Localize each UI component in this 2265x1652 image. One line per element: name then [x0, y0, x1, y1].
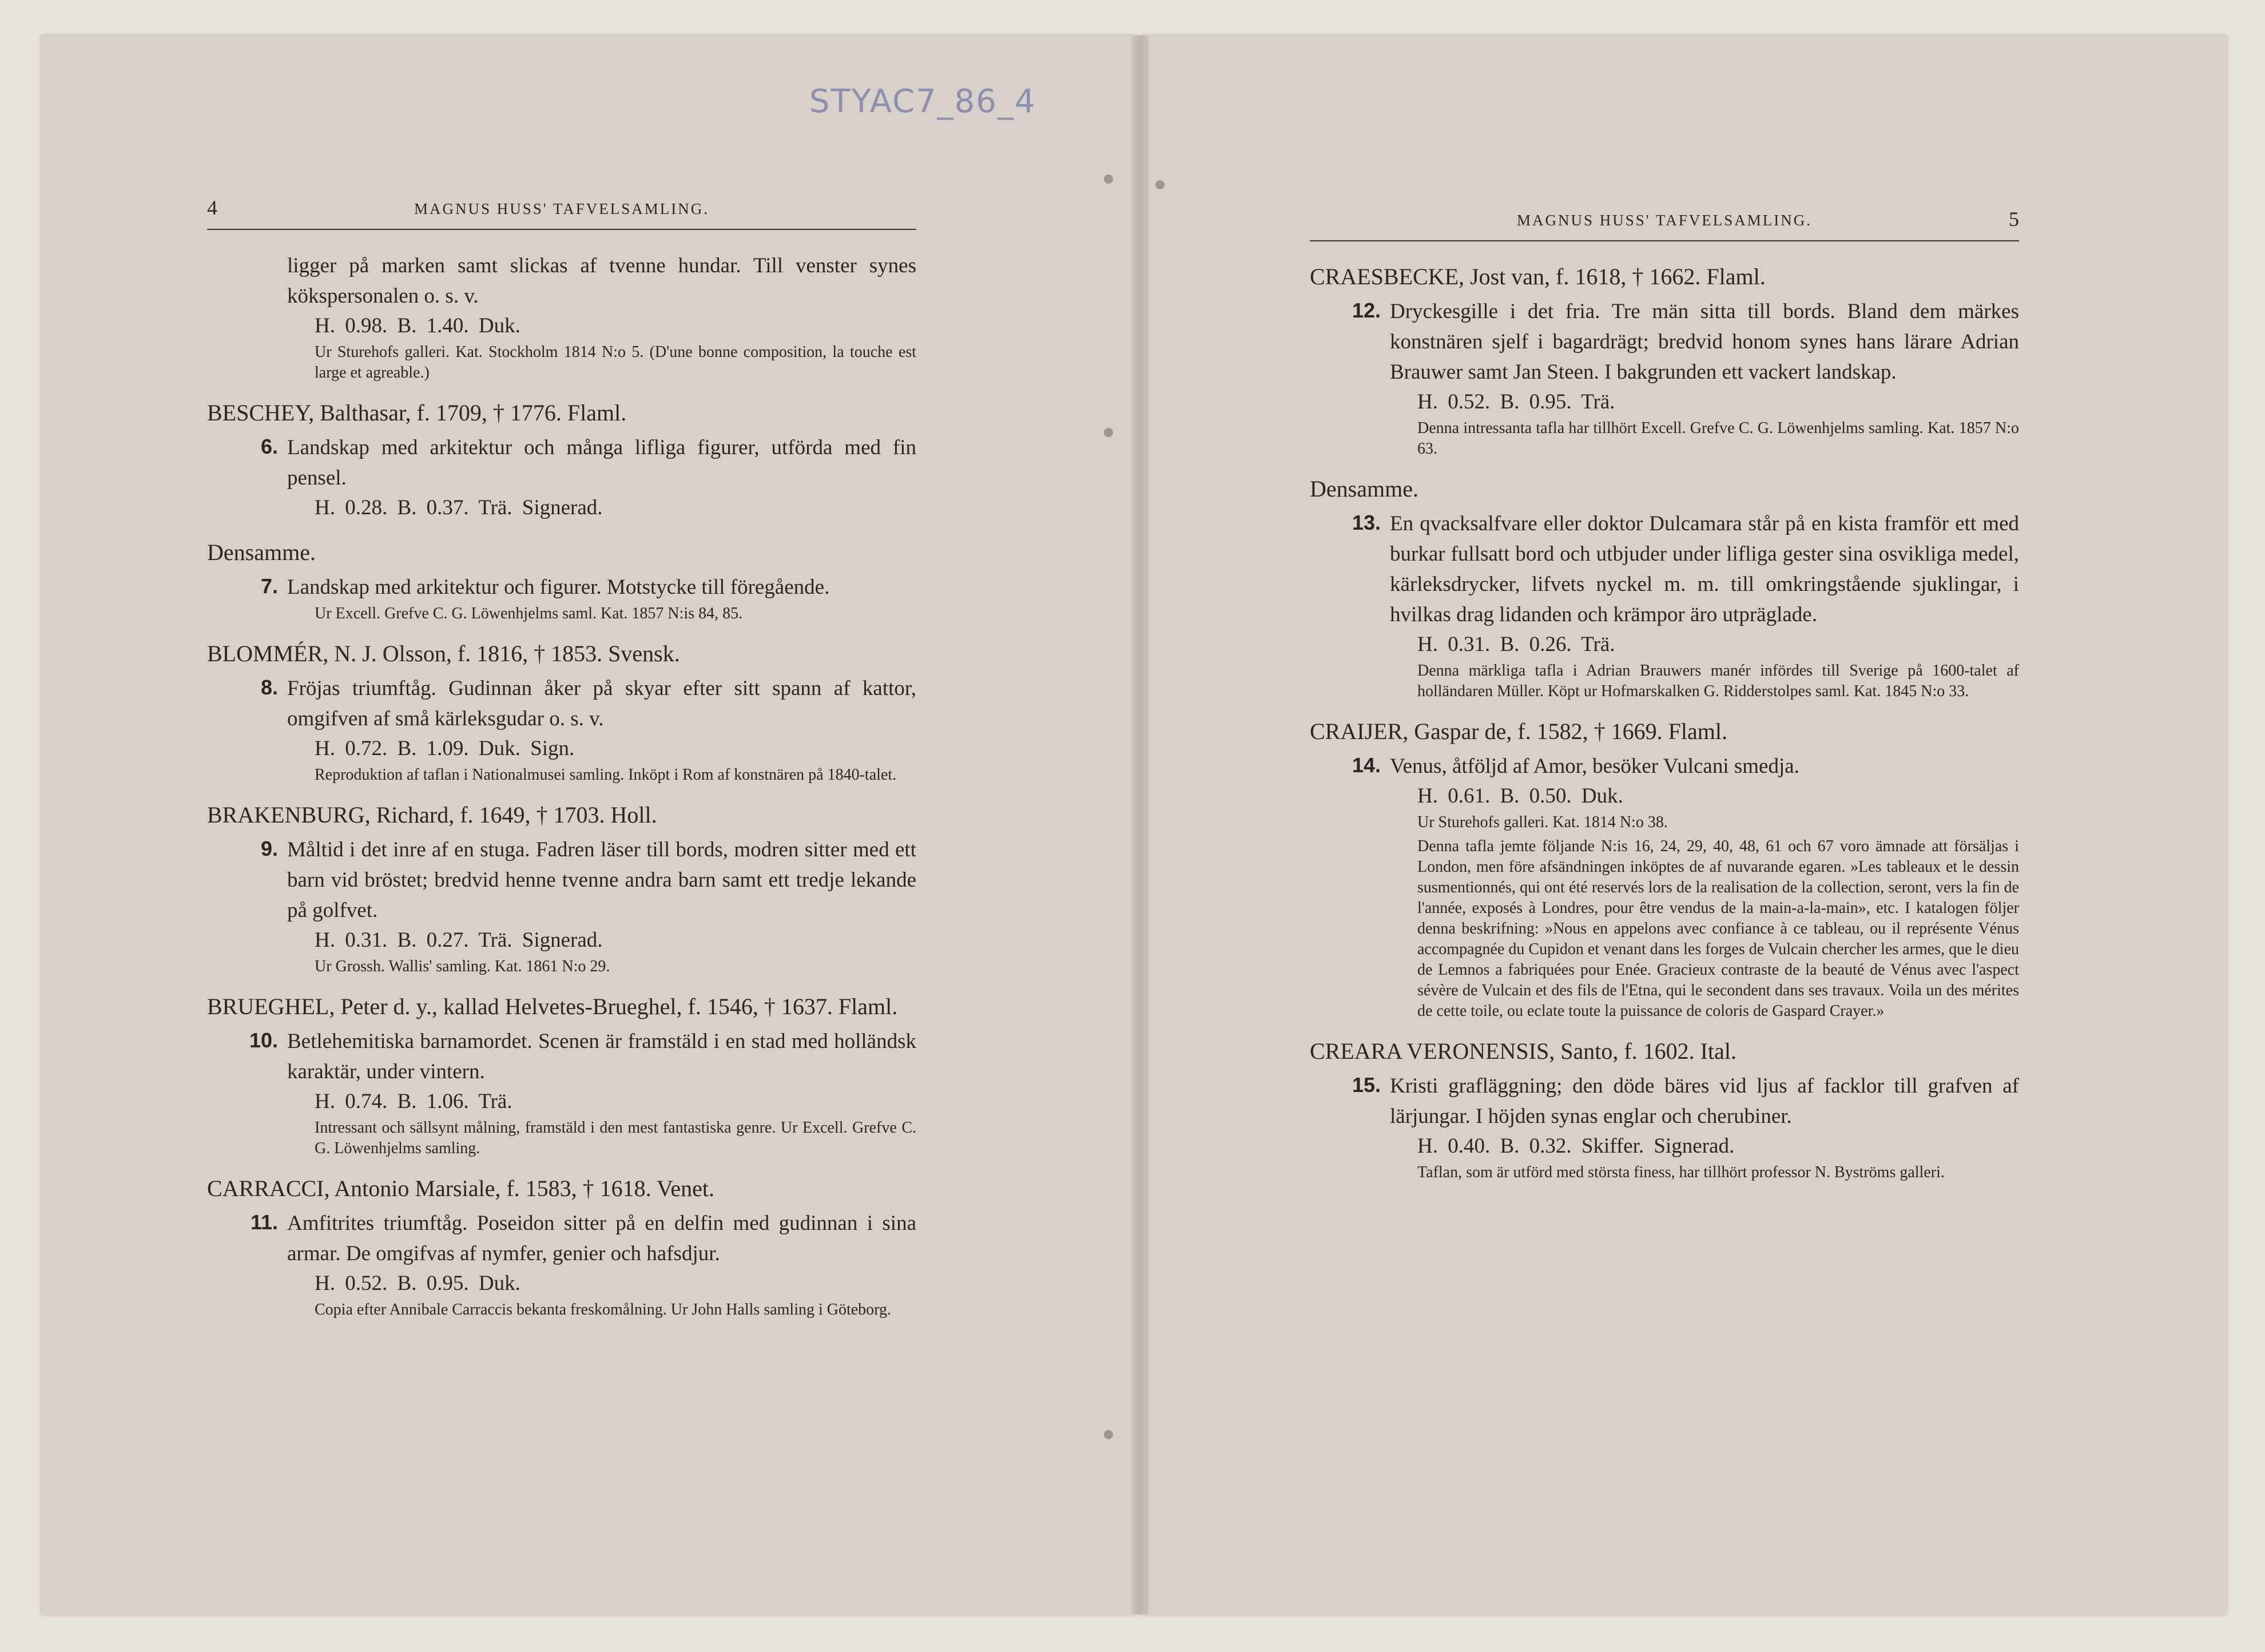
entry-dimensions: H. 0.31. B. 0.27. Trä. Signerad. [315, 928, 603, 952]
artist-heading: CREARA VERONENSIS, Santo, f. 1602. Ital. [1310, 1038, 1737, 1064]
entry-dimensions: H. 0.40. B. 0.32. Skiffer. Signerad. [1417, 1134, 1735, 1158]
catalog-entry [1352, 509, 2019, 702]
entry-description: En qvacksalfvare eller doktor Dulcamara står på en kista framför ett med burkar fullsatt bord och utbjuder under lifliga gester sina osvikliga medel, kärleksdrycker, lifvets nyckel m. m. till omkringstående sjuklingar, i hvilkas drag lidanden och krämpor äro utpräglade. [1390, 512, 2019, 626]
catalog-entry [1352, 1071, 2019, 1183]
catalog-entry [249, 1026, 916, 1159]
left-page-content [207, 196, 916, 1324]
artist-heading: BESCHEY, Balthasar, f. 1709, † 1776. Flaml. [207, 400, 627, 426]
catalog-entry [260, 835, 916, 977]
catalog-entry [1352, 751, 2019, 1022]
entry-note: Intressant och sällsynt målning, framstäld i den mest fantastiska genre. Ur Excell. Grefve C. G. Löwenhjelms samling. [315, 1119, 916, 1157]
artist-heading: BRUEGHEL, Peter d. y., kallad Helvetes-Brueghel, f. 1546, † 1637. Flaml. [207, 994, 898, 1019]
entry-description: Dryckesgille i det fria. Tre män sitta till bords. Bland dem märkes konstnären sjelf i bagardrägt; bredvid honom synes hans lärare Adrian Brauwer samt Jan Steen. I bakgrunden ett vackert landskap. [1390, 300, 2019, 384]
entry-number: 9. [260, 837, 278, 860]
entry-note: Denna märkliga tafla i Adrian Brauwers manér infördes till Sverige på 1600-talet af holländaren Müller. Köpt ur Hofmarskalken G. Ridderstolpes saml. Kat. 1845 N:o 33. [1417, 662, 2019, 700]
entry-note: Ur Sturehofs galleri. Kat. 1814 N:o 38. [1417, 813, 1668, 831]
page-header [1310, 208, 2019, 241]
entry-note: Denna intressanta tafla har tillhört Excell. Grefve C. G. Löwenhjelms samling. Kat. 1857 N:o 63. [1417, 419, 2019, 458]
right-page-content [1310, 208, 2019, 1186]
entry-description: Måltid i det inre af en stuga. Fadren läser till bords, modren sitter med ett barn vid bröstet; bredvid henne tvenne andra barn samt ett tredje lekande på golfvet. [287, 838, 916, 922]
entry-number: 14. [1352, 753, 1381, 777]
entry-description: Betlehemitiska barnamordet. Scenen är framstäld i en stad med holländsk karaktär, under vintern. [287, 1030, 916, 1083]
continuation-entry [287, 251, 916, 383]
binding-hole [1104, 174, 1113, 184]
entry-note: Copia efter Annibale Carraccis bekanta freskomålning. Ur John Halls samling i Göteborg. [315, 1301, 891, 1319]
entry-number: 15. [1352, 1073, 1381, 1097]
binding-hole [1155, 180, 1165, 189]
page-number: 4 [207, 196, 217, 219]
artist-heading: BLOMMÉR, N. J. Olsson, f. 1816, † 1853. Svensk. [207, 641, 680, 666]
entry-note: Ur Grossh. Wallis' samling. Kat. 1861 N:o 29. [315, 958, 610, 975]
entry-note: Ur Sturehofs galleri. Kat. Stockholm 1814 N:o 5. (D'une bonne composition, la touche est large et agreable.) [315, 343, 916, 382]
entry-note: Ur Excell. Grefve C. G. Löwenhjelms saml. Kat. 1857 N:is 84, 85. [315, 605, 743, 622]
artist-heading: BRAKENBURG, Richard, f. 1649, † 1703. Holl. [207, 802, 657, 828]
entry-number: 12. [1352, 299, 1381, 322]
binding-hole [1104, 1430, 1113, 1439]
page-number: 5 [2009, 208, 2019, 231]
entry-number: 6. [260, 435, 278, 458]
entry-description: ligger på marken samt slickas af tvenne hundar. Till venster synes kökspersonalen o. s. v. [287, 254, 916, 308]
entry-note: Taflan, som är utförd med största finess, har tillhört professor N. Byströms galleri. [1417, 1163, 1945, 1181]
catalog-entry [260, 432, 916, 523]
entry-description: Amfitrites triumftåg. Poseidon sitter på en delfin med gudinnan i sina armar. De omgifvas af nymfer, genier och hafsdjur. [287, 1212, 916, 1265]
archive-stamp: STYAC7_86_4 [809, 83, 1036, 120]
artist-heading: Densamme. [1310, 476, 1418, 502]
book-gutter [1131, 35, 1149, 1614]
entry-dimensions: H. 0.74. B. 1.06. Trä. [315, 1090, 512, 1113]
right-sections [1310, 262, 2019, 1183]
binding-hole [1104, 428, 1113, 437]
entry-description: Venus, åtföljd af Amor, besöker Vulcani smedja. [1390, 754, 1799, 778]
entry-dimensions: H. 0.72. B. 1.09. Duk. Sign. [315, 737, 575, 760]
catalog-entry [1352, 296, 2019, 459]
entry-dimensions: H. 0.98. B. 1.40. Duk. [315, 314, 520, 337]
entry-description: Landskap med arkitektur och figurer. Motstycke till föregående. [287, 575, 830, 599]
artist-heading: Densamme. [207, 539, 316, 565]
page-header [207, 196, 916, 230]
entry-note: Reproduktion af taflan i Nationalmusei samling. Inköpt i Rom af konstnären på 1840-talet. [315, 766, 897, 784]
entry-number: 7. [260, 574, 278, 598]
catalog-entry [250, 1208, 916, 1320]
entry-dimensions: H. 0.52. B. 0.95. Trä. [1417, 390, 1615, 414]
entry-dimensions: H. 0.52. B. 0.95. Duk. [315, 1272, 520, 1295]
entry-dimensions: H. 0.61. B. 0.50. Duk. [1417, 784, 1623, 808]
entry-number: 11. [250, 1210, 278, 1234]
entry-number: 8. [260, 676, 278, 699]
artist-heading: CARRACCI, Antonio Marsiale, f. 1583, † 1618. Venet. [207, 1176, 715, 1201]
catalog-entry [260, 572, 916, 624]
catalog-entry [260, 673, 916, 785]
entry-dimensions: H. 0.31. B. 0.26. Trä. [1417, 633, 1615, 656]
left-sections [207, 398, 916, 1320]
entry-note: Denna tafla jemte följande N:is 16, 24, 29, 40, 48, 61 och 67 voro ämnade att försäljas i London, men före afsändningen inköptes de af nuvarande egaren. »Les tableaux et le dessin susmentionnés, qui ont été reservés lors de la realisation de la collection, seront, vers la fin de l'année, exposés à Londres, pour être vendus de la main-a-la-main», etc. I katalogen följer denna beskrifning: »Nous en appelons avec confiance à ce tableau, ou il représente Vénus accompagnée du Cupidon et venant dans les forges de Vulcain chercher les armes, que le dieu de Lemnos a fabriquées pour Enée. Gracieux contraste de la beauté de Vénus avec l'aspect sévère de Vulcain et des fils de l'Etna, qui le secondent dans ses travaux. Voila un des mérites de cette toile, ou eclate toute la puissance de coloris de Gaspard Crayer.» [1417, 837, 2019, 1020]
running-title: MAGNUS HUSS' TAFVELSAMLING. [414, 200, 709, 217]
artist-heading: CRAESBECKE, Jost van, f. 1618, † 1662. Flaml. [1310, 264, 1766, 289]
entry-description: Fröjas triumftåg. Gudinnan åker på skyar efter sitt spann af kattor, omgifven af små kärleksgudar o. s. v. [287, 677, 916, 730]
running-title: MAGNUS HUSS' TAFVELSAMLING. [1516, 212, 1812, 229]
artist-heading: CRAIJER, Gaspar de, f. 1582, † 1669. Flaml. [1310, 718, 1727, 744]
entry-number: 10. [249, 1028, 278, 1052]
entry-description: Kristi grafläggning; den döde bäres vid ljus af facklor till grafven af lärjungar. I höjden synas englar och cherubiner. [1390, 1074, 2019, 1128]
entry-number: 13. [1352, 511, 1381, 534]
entry-dimensions: H. 0.28. B. 0.37. Trä. Signerad. [315, 496, 603, 519]
entry-description: Landskap med arkitektur och många lifliga figurer, utförda med fin pensel. [287, 436, 916, 490]
